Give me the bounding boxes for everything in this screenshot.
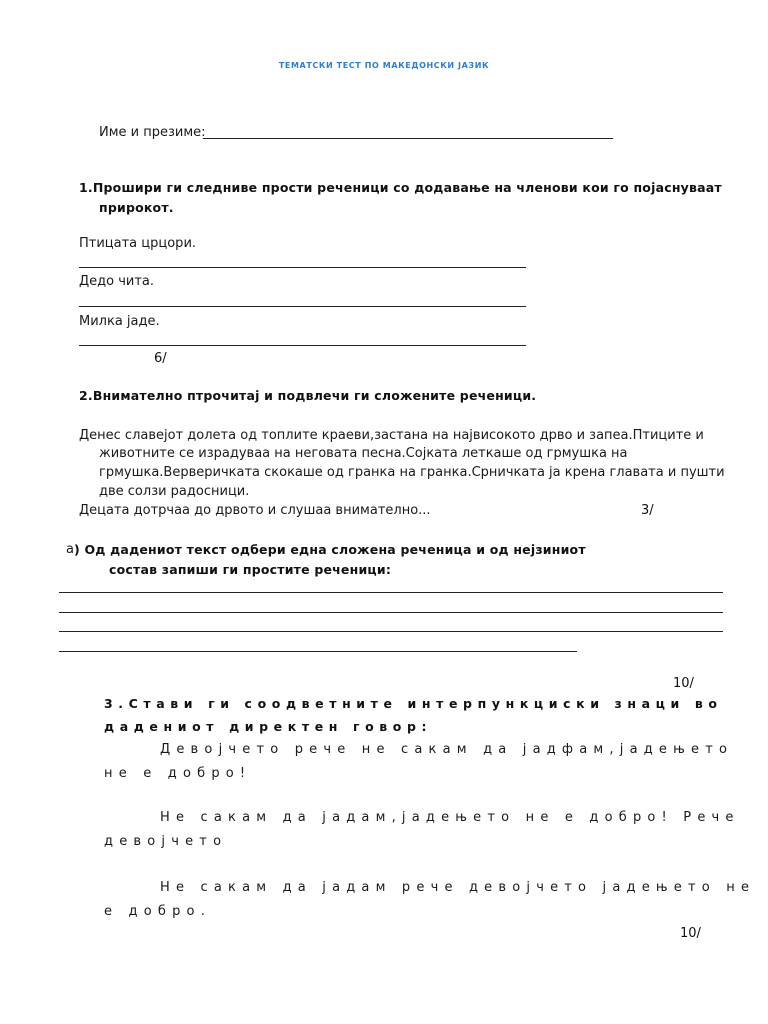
q2a-answer-line-3[interactable] bbox=[59, 631, 723, 632]
page-header-title: ТЕМАТСКИ ТЕСТ ПО МАКЕДОНСКИ ЈАЗИК bbox=[278, 61, 490, 70]
q1-answer-line-1[interactable] bbox=[79, 267, 526, 268]
q2a-answer-line-1[interactable] bbox=[59, 592, 723, 593]
q1-answer-line-3[interactable] bbox=[79, 345, 526, 346]
q2a-title-line2: состав запиши ги простите реченици: bbox=[109, 562, 392, 577]
q2-paragraph-line-2: животните се израдуваа на неговата песна.Сојката леткаше од грмушка на bbox=[99, 446, 628, 461]
q3-score: 10/ bbox=[680, 926, 701, 941]
q2a-score: 10/ bbox=[673, 676, 694, 691]
q3-option-2-line2: девојчето bbox=[104, 834, 228, 849]
q3-title-line2: дадениот директен говор: bbox=[104, 719, 433, 734]
q2-paragraph-line-1: Денес славејот долета од топлите краеви,застана на највисокото дрво и запеа.Птиците и bbox=[79, 428, 704, 443]
q3-option-3-line2: е добро. bbox=[104, 904, 212, 919]
q2-paragraph-line-3: грмушка.Верверичката скокаше од гранка на гранка.Срничката ја крена главата и пушти bbox=[99, 465, 725, 480]
q1-sentence-3: Милка јаде. bbox=[79, 314, 160, 329]
q3-title-line1: 3.Стави ги соодветните интерпункциски знаци во bbox=[104, 696, 723, 711]
q2-last-line: Децата дотрчаа до дрвото и слушаа внимателно... bbox=[79, 503, 431, 518]
q2a-label: а bbox=[66, 542, 74, 557]
q1-sentence-1: Птицата црцори. bbox=[79, 236, 197, 251]
q3-option-1-line1: Девојчето рече не сакам да јадфам,јадењето bbox=[160, 742, 734, 757]
q1-sentence-2: Дедо чита. bbox=[79, 274, 155, 289]
q3-option-2-line1: Не сакам да јадам,јадењето не е добро! Рече bbox=[160, 810, 740, 825]
q1-title-line1: 1.Прошири ги следниве прости реченици со додавање на членови кои го појаснуваат bbox=[79, 180, 722, 195]
q2a-answer-line-2[interactable] bbox=[59, 612, 723, 613]
q1-answer-line-2[interactable] bbox=[79, 306, 526, 307]
q3-option-3-line1: Не сакам да јадам рече девојчето јадењето не bbox=[160, 880, 756, 895]
q3-option-1-line2: не е добро! bbox=[104, 766, 252, 781]
q2a-answer-line-4[interactable] bbox=[59, 651, 577, 652]
q2-title: 2.Внимателно птрочитај и подвлечи ги сложените реченици. bbox=[79, 388, 537, 403]
q1-title-line2: прирокот. bbox=[99, 200, 174, 215]
name-field-line[interactable] bbox=[203, 138, 613, 139]
q2a-title-line1: ) Од дадениот текст одбери една сложена реченица и од нејзиниот bbox=[74, 542, 586, 557]
q1-score: 6/ bbox=[154, 351, 167, 366]
q2-paragraph-line-4: две солзи радосници. bbox=[99, 484, 250, 499]
name-field-label: Име и презиме: bbox=[99, 125, 206, 140]
q2-score: 3/ bbox=[641, 503, 654, 518]
